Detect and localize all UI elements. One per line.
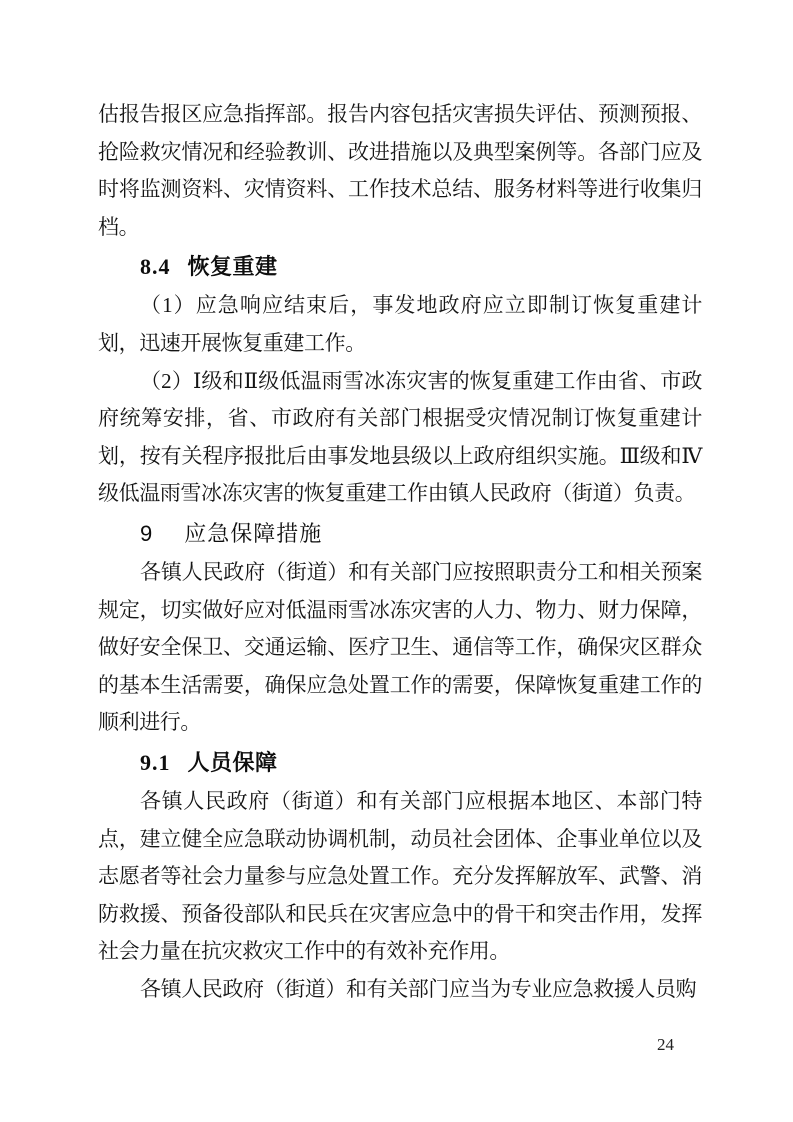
section-heading-9 bbox=[98, 515, 702, 553]
paragraph-report-archive: 估报告报区应急指挥部。报告内容包括灾害损失评估、预测预报、抢险救灾情况和经验教训、改进措施以及典型案例等。各部门应及时将监测资料、灾情资料、工作技术总结、服务材料等进行收集归档。 bbox=[98, 102, 702, 239]
section-heading-8-4 bbox=[98, 248, 702, 286]
section-heading-9-1 bbox=[98, 744, 702, 782]
paragraph-support-measures: 各镇人民政府（街道）和有关部门应按照职责分工和相关预案规定，切实做好应对低温雨雪冰冻灾害的人力、物力、财力保障，做好安全保卫、交通运输、医疗卫生、通信等工作，确保灾区群众的基本生活需要，确保应急处置工作的需要，保障恢复重建工作的顺利进行。 bbox=[98, 559, 702, 735]
paragraph-recovery-item-2: （2）Ⅰ级和Ⅱ级低温雨雪冰冻灾害的恢复重建工作由省、市政府统筹安排，省、市政府有关部门根据受灾情况制订恢复重建计划，按有关程序报批后由事发地县级以上政府组织实施。Ⅲ级和Ⅳ级低温雨雪冰冻灾害的恢复重建工作由镇人民政府（街道）负责。 bbox=[98, 368, 702, 506]
paragraph-rescue-purchase: 各镇人民政府（街道）和有关部门应当为专业应急救援人员购 bbox=[140, 976, 697, 1001]
section-title: 应急保障措施 bbox=[184, 520, 323, 546]
page-number: 24 bbox=[657, 1035, 674, 1054]
section-number: 9.1 bbox=[140, 749, 171, 775]
document-body bbox=[98, 96, 702, 1008]
section-title: 恢复重建 bbox=[187, 254, 278, 280]
section-number: 9 bbox=[140, 520, 154, 546]
section-title: 人员保障 bbox=[187, 749, 278, 775]
paragraph-personnel-support: 各镇人民政府（街道）和有关部门应根据本地区、本部门特点，建立健全应急联动协调机制，动员社会团体、企事业单位以及志愿者等社会力量参与应急处置工作。充分发挥解放军、武警、消防救援、预备役部队和民兵在灾害应急中的骨干和突击作用，发挥社会力量在抗灾救灾工作中的有效补充作用。 bbox=[98, 788, 702, 964]
section-number: 8.4 bbox=[140, 254, 171, 280]
paragraph-recovery-item-1: （1）应急响应结束后，事发地政府应立即制订恢复重建计划，迅速开展恢复重建工作。 bbox=[98, 293, 702, 355]
